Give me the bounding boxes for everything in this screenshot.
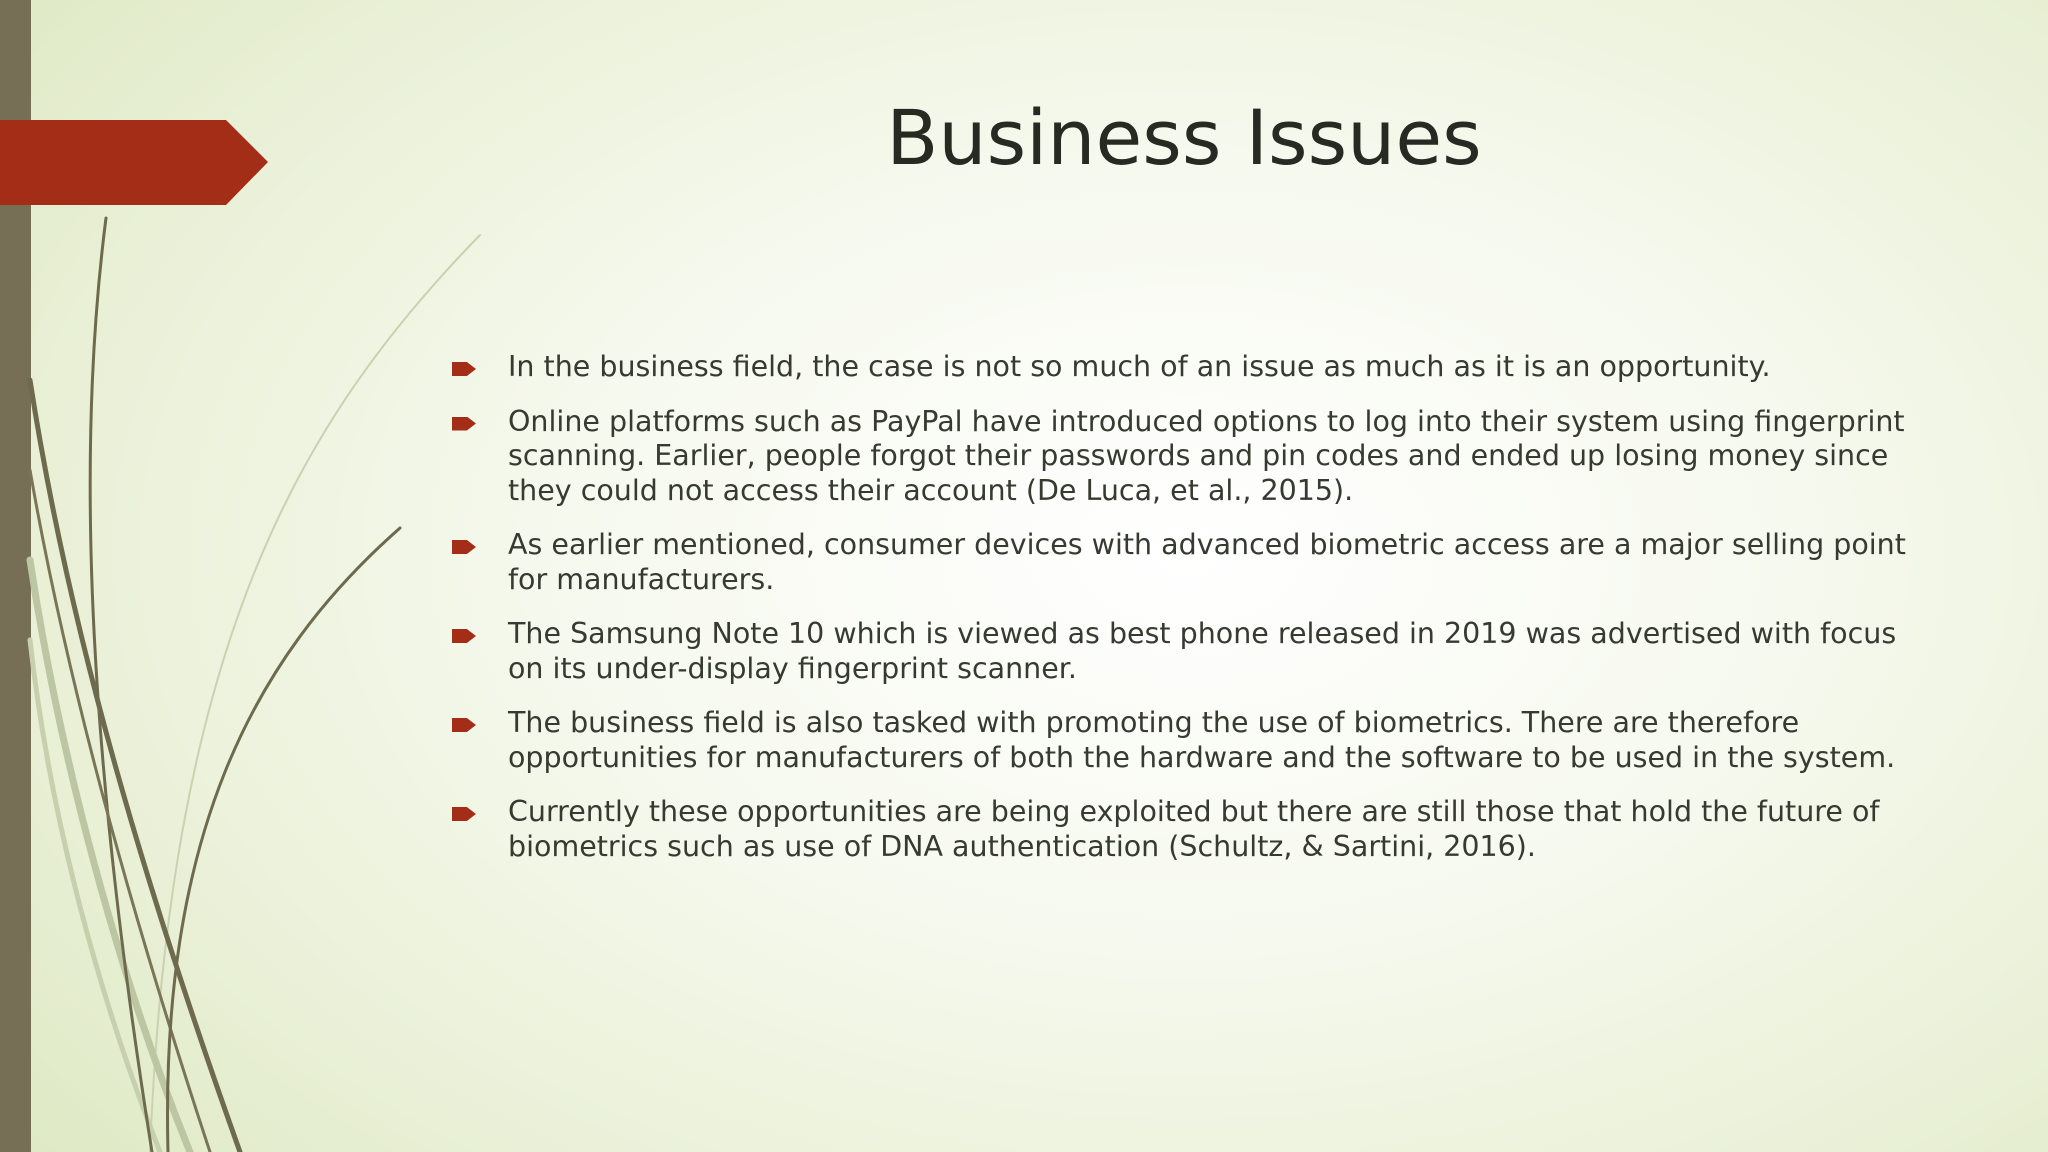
arrow-bullet-icon [452, 807, 476, 821]
bullet-item [452, 706, 1922, 775]
bullet-item [452, 795, 1922, 864]
arrow-bullet-icon [452, 417, 476, 431]
bullet-text: The business field is also tasked with promoting the use of biometrics. There are therefore opportunities for manufacturers of both the hardware and the software to be used in the system. [508, 706, 1896, 774]
arrow-bullet-icon [452, 362, 476, 376]
bullet-item [452, 617, 1922, 686]
arrow-bullet-icon [452, 718, 476, 732]
title-accent-tab [0, 120, 268, 205]
bullet-item [452, 405, 1922, 509]
bullet-text: As earlier mentioned, consumer devices with advanced biometric access are a major selling point for manufacturers. [508, 528, 1906, 596]
bullet-list [452, 350, 1922, 884]
bullet-text: The Samsung Note 10 which is viewed as best phone released in 2019 was advertised with focus on its under-display fingerprint scanner. [508, 617, 1897, 685]
bullet-item [452, 350, 1922, 385]
slide-title: Business Issues [886, 93, 1482, 182]
arrow-bullet-icon [452, 629, 476, 643]
bullet-item [452, 528, 1922, 597]
bullet-text: Online platforms such as PayPal have introduced options to log into their system using fingerprint scanning. Earlier, people forgot their passwords and pin codes and ended up losing money since they could not access their account (De Luca, et al., 2015). [508, 404, 1905, 507]
arrow-bullet-icon [452, 540, 476, 554]
bullet-text: Currently these opportunities are being exploited but there are still those that hold the future of biometrics such as use of DNA authentication (Schultz, & Sartini, 2016). [508, 795, 1880, 863]
bullet-text: In the business field, the case is not so much of an issue as much as it is an opportunity. [508, 350, 1771, 383]
